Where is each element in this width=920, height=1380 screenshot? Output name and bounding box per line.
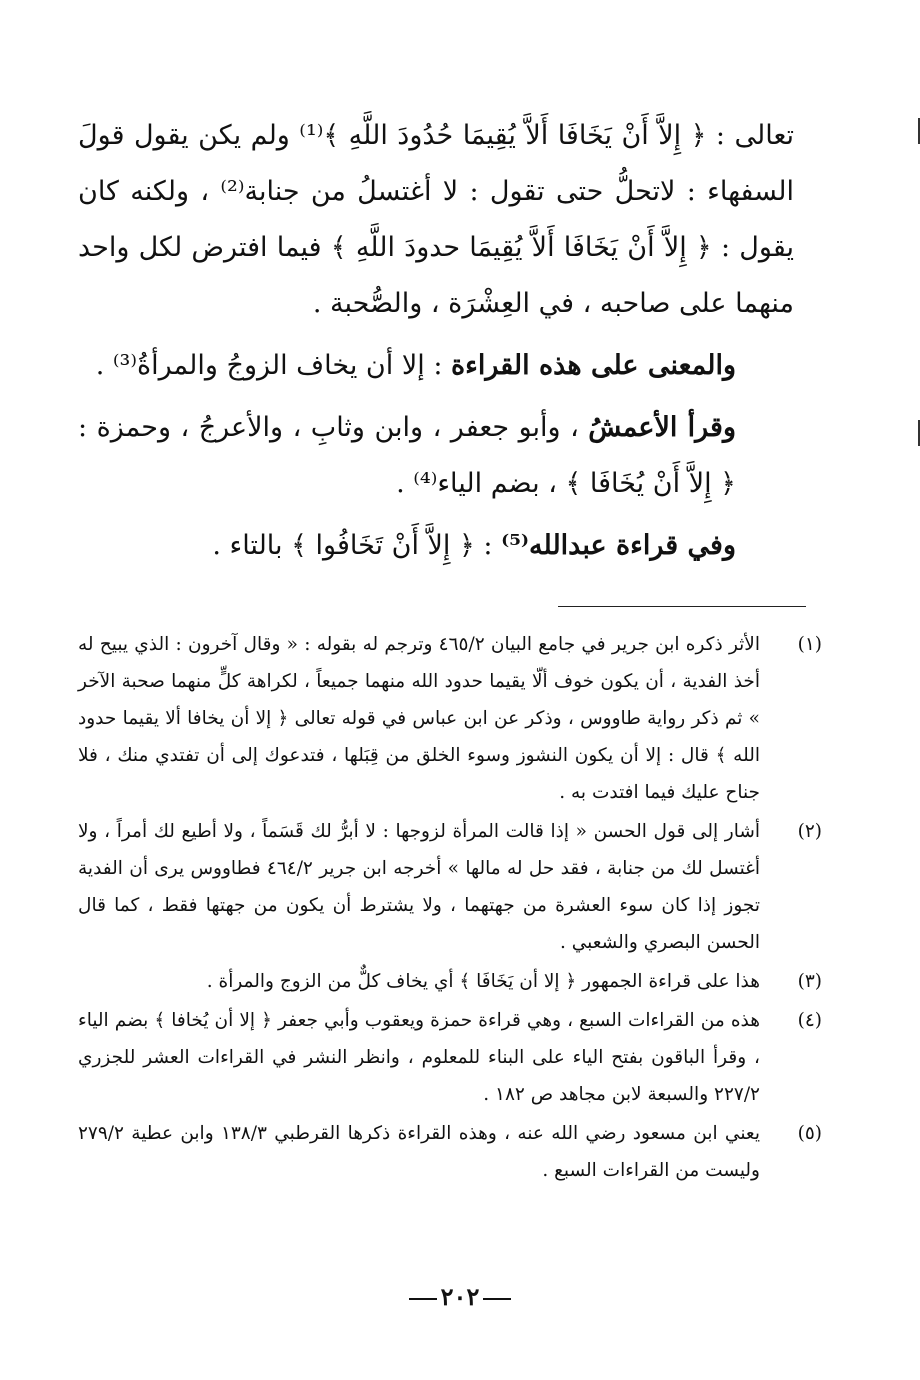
footnote-4	[78, 1002, 822, 1113]
page-number-dash-left	[409, 1298, 437, 1300]
alamash-reading-paragraph	[78, 400, 794, 512]
main-text-body	[78, 108, 794, 574]
reading-meaning-text: : إلا أن يخاف الزوجُ والمرأةُ⁽³⁾ .	[95, 350, 451, 381]
footnote-number: (٥)	[797, 1123, 822, 1144]
footnote-1	[78, 626, 822, 811]
footnote-2	[78, 813, 822, 961]
reading-meaning-line	[78, 338, 794, 394]
page-number-value: ٢٠٢	[440, 1282, 480, 1311]
footnote-text: يعني ابن مسعود رضي الله عنه ، وهذه القراءة ذكرها القرطبي ١٣٨/٣ وابن عطية ٢٧٩/٢ وليست من القراءات السبع .	[78, 1123, 760, 1181]
footnote-text: هذه من القراءات السبع ، وهي قراءة حمزة ويعقوب وأبي جعفر ﴿ إلا أن يُخافا ﴾ بضم الياء ، وقرأ الباقون بفتح الياء على البناء للمعلوم ، وانظر النشر في القراءات العشر للجزري ٢٢٧/٢ والسبعة لابن مجاهد ص ١٨٢ .	[78, 1010, 760, 1105]
footnote-number: (١)	[797, 634, 822, 655]
alamash-reading-heading: وقرأ الأعمشُ	[588, 412, 736, 443]
page-number	[0, 1282, 920, 1311]
footnote-number: (٢)	[797, 821, 822, 842]
footnote-3	[78, 963, 822, 1000]
footnotes-section	[78, 626, 822, 1191]
alamash-reading-text: ، وأبو جعفر ، وابن وثابِ ، والأعرجُ ، وحمزة : ﴿ إِلاَّ أَنْ يُخَافَا ﴾ ، بضم الياء⁽⁴⁾ .	[78, 412, 736, 499]
page-number-dash-right	[483, 1298, 511, 1300]
footnote-separator	[558, 606, 806, 607]
footnote-text: هذا على قراءة الجمهور ﴿ إلا أن يَخَافَا ﴾ أي يخاف كلٌّ من الزوج والمرأة .	[206, 971, 760, 992]
footnote-text: أشار إلى قول الحسن « إذا قالت المرأة لزوجها : لا أبرُّ لك قَسَماً ، ولا أطيع لك أمراً ، ولا أغتسل لك من جنابة ، فقد حل له مالها » أخرجه ابن جرير ٤٦٤/٢ فطاووس يرى أن الفدية تجوز إذا كان سوء العشرة من جهتهما ، ولا يشترط أن يكون من جهتها فقط ، كما قال الحسن البصري والشعبي .	[78, 821, 760, 953]
main-paragraph: تعالى : ﴿ إِلاَّ أَنْ يَخَافَا أَلاَّ يُقِيمَا حُدُودَ اللَّهِ ﴾⁽¹⁾ ولم يكن يقول قولَ السفهاء : لاتحلُّ حتى تقول : لا أغتسلُ من جنابة⁽²⁾ ، ولكنه كان يقول : ﴿ إِلاَّ أَنْ يَخَافَا أَلاَّ يُقِيمَا حدودَ اللَّهِ ﴾ فيما افترض لكل واحد منهما على صاحبه ، في العِشْرَة ، والصُّحبة .	[78, 120, 794, 319]
abdullah-reading-text: : ﴿ إِلاَّ أَنْ تَخَافُوا ﴾ بالتاء .	[212, 530, 502, 561]
footnote-text: الأثر ذكره ابن جرير في جامع البيان ٤٦٥/٢ وترجم له بقوله : « وقال آخرون : الذي يبيح له أخذ الفدية ، أن يكون خوف ألّا يقيما حدود الله منهما جميعاً ، لكراهة كلٍّ منهما صحبة الآخر » ثم ذكر رواية طاووس ، وذكر عن ابن عباس في قوله تعالى ﴿ إلا أن يخافا ألا يقيما حدود الله ﴾ قال : إلا أن يكون النشوز وسوء الخلق من قِبَلها ، فتدعوك إلى أن تفتدي منك ، فلا جناح عليك فيما افتدت به .	[78, 634, 760, 803]
footnote-number: (٣)	[797, 971, 822, 992]
footnote-number: (٤)	[797, 1010, 822, 1031]
abdullah-reading-heading: وفي قراءة عبدالله⁽⁵⁾	[501, 530, 736, 561]
footnote-5	[78, 1115, 822, 1189]
reading-meaning-heading: والمعنى على هذه القراءة	[451, 350, 736, 381]
abdullah-reading-line	[78, 518, 794, 574]
